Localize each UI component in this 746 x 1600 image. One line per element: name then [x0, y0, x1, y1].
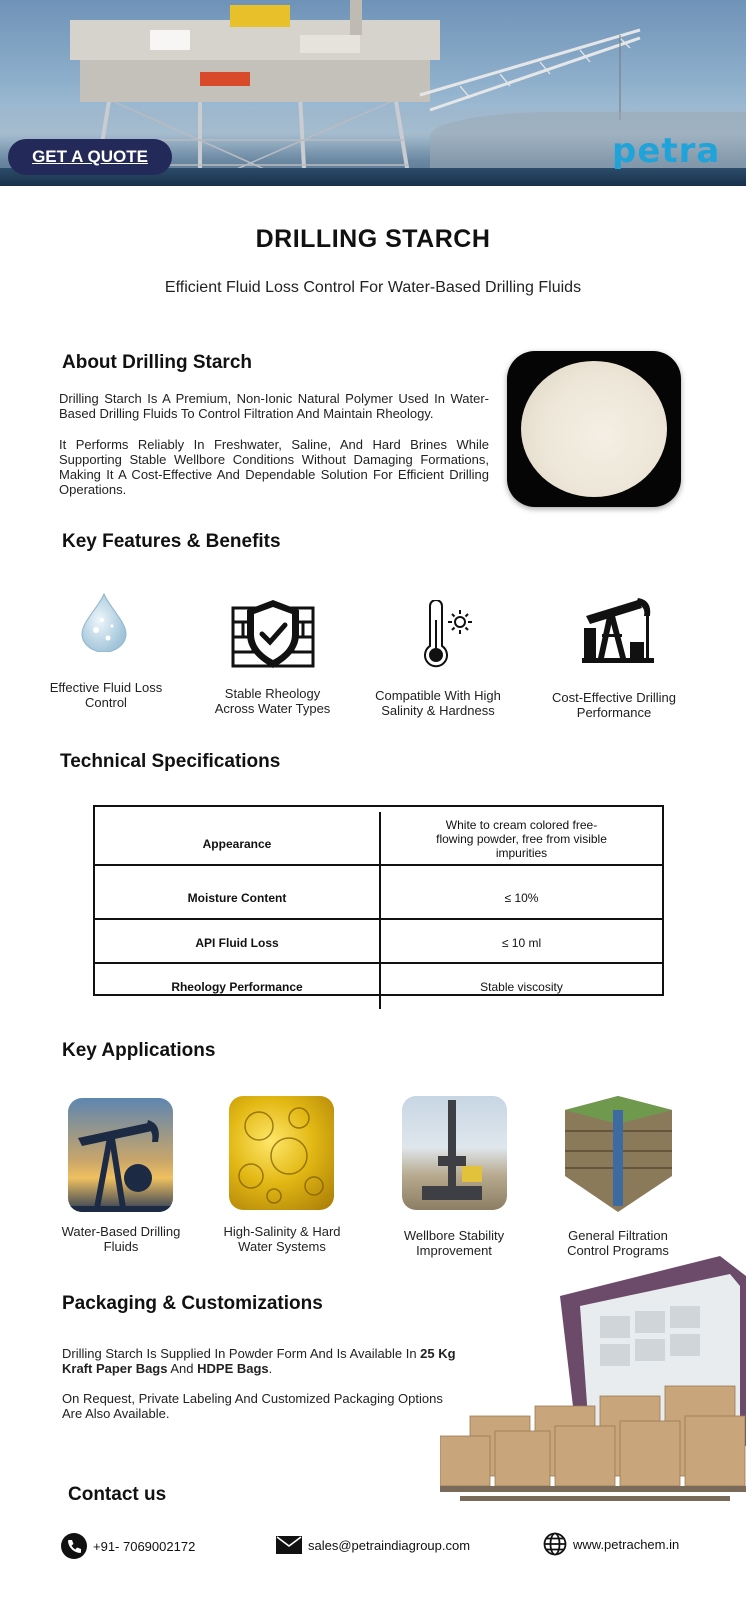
- contact-website[interactable]: [543, 1532, 679, 1556]
- feature-label: Stable Rheology Across Water Types: [214, 686, 331, 716]
- table-row: [95, 866, 662, 919]
- specs-table: [93, 805, 664, 996]
- feature-rheology: [205, 598, 340, 718]
- packaging-heading: Packaging & Customizations: [62, 1293, 323, 1314]
- about-paragraph-2: It Performs Reliably In Freshwater, Saline, And Hard Brines While Supporting Stable Wellbore Conditions Without Damaging Formations, Making It A Cost-Effective And Dependable Solution For Efficient Drilling Operations.: [59, 437, 489, 497]
- get-a-quote-button[interactable]: GET A QUOTE: [8, 139, 172, 175]
- spec-value: White to cream colored free-flowing powder, free from visible impurities: [436, 818, 607, 860]
- table-row: [95, 919, 662, 963]
- globe-icon: [543, 1532, 567, 1556]
- about-paragraph-1: Drilling Starch Is A Premium, Non-Ionic Natural Polymer Used In Water-Based Drilling Fluids To Control Filtration And Maintain Rheology.: [59, 391, 489, 421]
- spec-key: Moisture Content: [187, 891, 287, 905]
- feature-salinity: [368, 600, 508, 720]
- phone-number: +91- 7069002172: [93, 1538, 196, 1554]
- contact-heading: Contact us: [68, 1484, 167, 1505]
- feature-fluid-loss: [46, 590, 166, 710]
- hero-banner: [0, 0, 746, 186]
- features-heading: Key Features & Benefits: [62, 531, 281, 552]
- oil-pump-icon: [580, 594, 656, 666]
- application-label: High-Salinity & Hard Water Systems: [223, 1224, 341, 1254]
- website-url: www.petrachem.in: [573, 1536, 680, 1552]
- spec-key: API Fluid Loss: [195, 936, 279, 950]
- contact-phone[interactable]: [61, 1533, 195, 1559]
- spec-value: ≤ 10%: [504, 891, 539, 905]
- application-label: Wellbore Stability Improvement: [403, 1228, 505, 1258]
- feature-cost-effective: [544, 594, 684, 724]
- feature-label: Effective Fluid Loss Control: [49, 680, 163, 710]
- drilling-rig-image: [402, 1096, 507, 1210]
- packaging-pallets-image: [440, 1256, 746, 1514]
- application-label: Water-Based Drilling Fluids: [61, 1224, 181, 1254]
- wellbore-cross-section-image: [565, 1096, 672, 1212]
- table-row: [95, 807, 662, 865]
- brand-logo: petra: [612, 131, 721, 171]
- shield-check-icon: [229, 598, 317, 670]
- spec-value: ≤ 10 ml: [501, 936, 542, 950]
- specs-heading: Technical Specifications: [60, 751, 281, 772]
- envelope-icon: [276, 1536, 302, 1554]
- about-heading: About Drilling Starch: [62, 352, 252, 373]
- page-subtitle: Efficient Fluid Loss Control For Water-Based Drilling Fluids: [164, 279, 582, 296]
- application-label: General Filtration Control Programs: [567, 1228, 669, 1258]
- starch-powder-image: [507, 351, 681, 507]
- spec-value: Stable viscosity: [480, 980, 563, 994]
- table-row: [95, 963, 662, 996]
- spec-key: Rheology Performance: [171, 980, 303, 994]
- packaging-paragraph-1: Drilling Starch Is Supplied In Powder Form And Is Available In 25 Kg Kraft Paper Bags And HDPE Bags.: [62, 1346, 456, 1376]
- page-title: DRILLING STARCH: [255, 225, 491, 253]
- feature-label: Compatible With High Salinity & Hardness: [375, 688, 501, 718]
- email-address: sales@petraindiagroup.com: [308, 1537, 471, 1553]
- water-drop-icon: [78, 592, 130, 652]
- phone-icon: [61, 1533, 87, 1559]
- feature-label: Cost-Effective Drilling Performance: [551, 690, 677, 720]
- contact-email[interactable]: [276, 1536, 470, 1554]
- spec-key: Appearance: [202, 837, 272, 851]
- applications-heading: Key Applications: [62, 1040, 216, 1061]
- pumpjack-image: [68, 1098, 173, 1212]
- thermometer-icon: [418, 600, 474, 670]
- packaging-paragraph-2: On Request, Private Labeling And Customized Packaging Options Are Also Available.: [62, 1391, 443, 1421]
- oil-bubbles-image: [229, 1096, 334, 1210]
